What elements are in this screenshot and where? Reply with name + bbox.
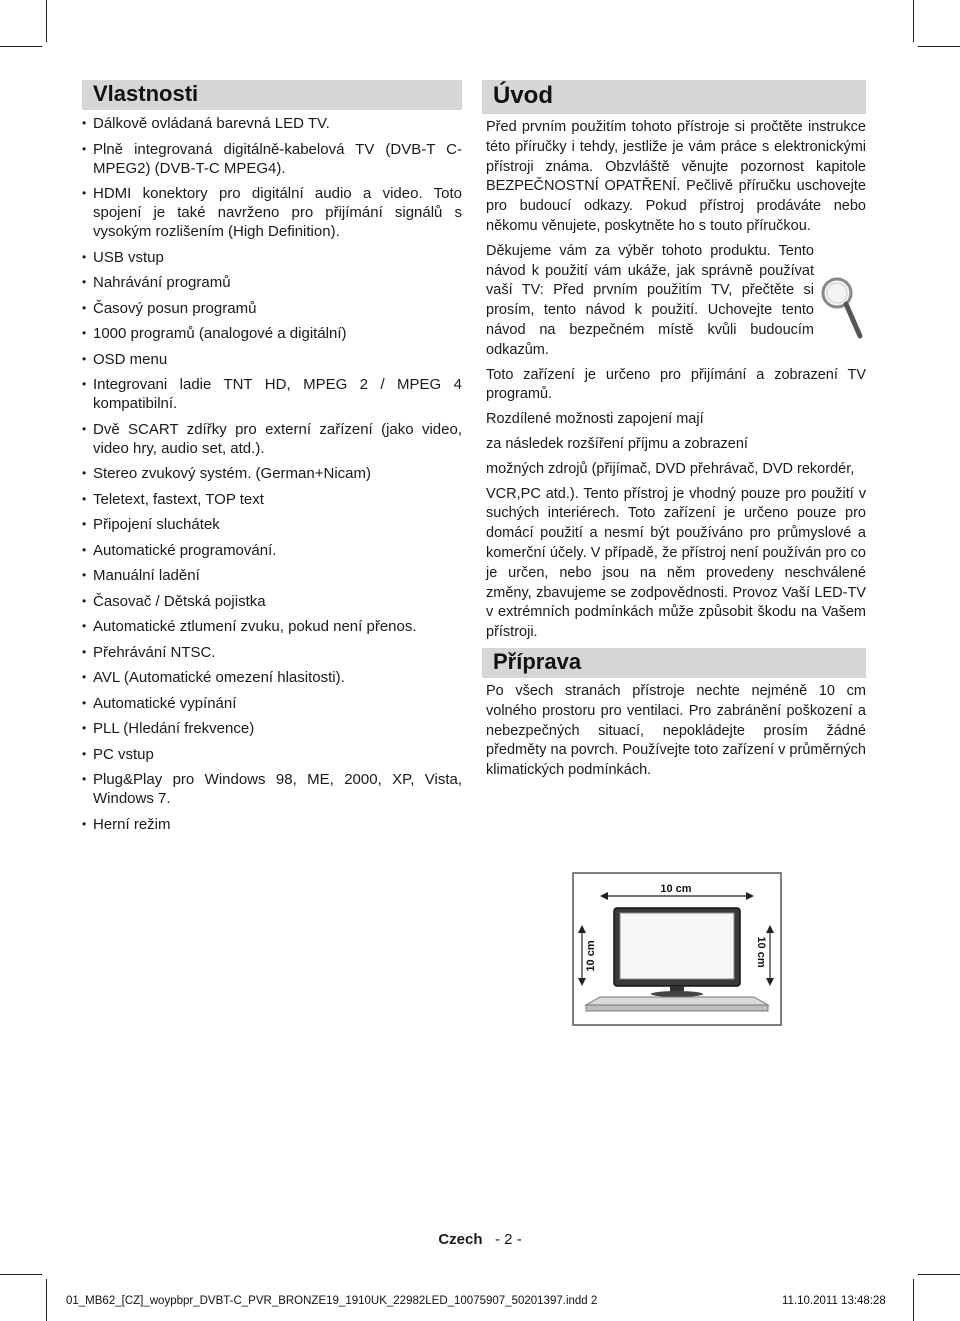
- feature-item: • Časovač / Dětská pojistka: [82, 592, 266, 610]
- feature-item: • Připojení sluchátek: [82, 516, 220, 533]
- crop-mark: [913, 1279, 914, 1321]
- feature-item: • Teletext, fastext, TOP text: [82, 490, 264, 508]
- feature-item: • Automatické ztlumení zvuku, pokud není přenos.: [82, 618, 417, 635]
- feature-item: • Plně integrovaná digitálně-kabelová TV (DVB-T C- MPEG2) (DVB-T-C MPEG4).: [82, 140, 462, 177]
- feature-item: • Automatické vypínání: [82, 694, 237, 712]
- bullet-icon: •: [82, 186, 87, 200]
- crop-mark: [46, 1279, 47, 1321]
- footer-language: Czech: [438, 1231, 483, 1248]
- feature-item: • Manuální ladění: [82, 567, 200, 584]
- bullet-icon: •: [82, 377, 87, 391]
- magnifier-icon: [818, 276, 864, 342]
- page-number: - 2 -: [495, 1231, 522, 1248]
- feature-item: • USB vstup: [82, 248, 164, 266]
- bullet-icon: •: [82, 421, 87, 436]
- bullet-icon: •: [82, 466, 87, 480]
- shelf-front: [586, 1005, 768, 1011]
- left-distance-label: 10 cm: [585, 940, 597, 972]
- intro-paragraph: Toto zařízení je určeno pro přijímání a zobrazení TV programů.: [486, 366, 866, 403]
- tv-stand: [651, 991, 703, 997]
- bullet-icon: •: [82, 670, 87, 684]
- crop-mark: [918, 46, 960, 47]
- bullet-icon: •: [82, 116, 87, 130]
- feature-item: • Stereo zvukový systém. (German+Nicam): [82, 465, 371, 482]
- crop-mark: [918, 1274, 960, 1275]
- bullet-icon: •: [82, 491, 87, 506]
- feature-item: • AVL (Automatické omezení hlasitosti).: [82, 669, 345, 686]
- intro-heading: Úvod: [482, 80, 866, 114]
- feature-item: • OSD menu: [82, 350, 168, 368]
- right-distance-label: 10 cm: [755, 936, 767, 968]
- bullet-icon: •: [82, 695, 87, 710]
- feature-item: • Přehrávání NTSC.: [82, 643, 216, 661]
- preparation-heading: Příprava: [482, 648, 866, 678]
- feature-item: • 1000 programů (analogové a digitální): [82, 325, 347, 342]
- shelf-top: [586, 997, 768, 1005]
- intro-paragraph: Před prvním použitím tohoto přístroje si pročtěte instrukce této příručky i tehdy, jestliže je vám práce s elektronickými přístroji známa. Obzvláště věnujte pozornost kapitole BEZPEČNOSTNÍ OPATŘENÍ. Pečlivě příručku uschovejte pro budoucí odkazy. Pokud přístroj prodáváte nebo někomu věnujete, poskytněte ho s touto příručkou.: [486, 119, 866, 234]
- bullet-icon: •: [82, 593, 87, 608]
- features-column: [82, 80, 462, 840]
- bullet-icon: •: [82, 644, 87, 659]
- crop-mark: [46, 0, 47, 42]
- crop-mark: [0, 46, 42, 47]
- intro-paragraph: Děkujeme vám za výběr tohoto produktu. Tento návod k použití vám ukáže, jak správně používat vaší TV: Před prvním použitím TV, přečtěte si prosím, tento návod k použití. Uchovejte tento návod na bezpečném místě kvůli budoucím odkazům.: [486, 242, 814, 358]
- crop-mark: [0, 1274, 42, 1275]
- crop-mark: [913, 0, 914, 42]
- slug-timestamp: 11.10.2011 13:48:28: [782, 1295, 886, 1307]
- intro-paragraph: VCR,PC atd.). Tento přístroj je vhodný pouze pro použití v suchých interiérech. Toto zařízení je určeno pouze pro domácí použití a nesmí být používáno pro průmyslové a komerční účely. V případě, že přístroj není používán pro co je určen, nebo jsou na něm provedeny neschválené změny, zbavujeme se zodpovědnosti. Provoz Vaší LED-TV v extrémních podmínkách může způsobit škodu na Vašem přístroji.: [486, 485, 866, 641]
- top-distance-label: 10 cm: [660, 883, 692, 895]
- features-heading: Vlastnosti: [82, 80, 462, 110]
- bullet-icon: •: [82, 351, 87, 366]
- ventilation-diagram: [572, 872, 782, 1026]
- feature-item: • Nahrávání programů: [82, 274, 231, 291]
- feature-item: • Integrovani ladie TNT HD, MPEG 2 / MPEG 4 kompatibilní.: [82, 376, 462, 412]
- feature-item: • PLL (Hledání frekvence): [82, 720, 255, 737]
- feature-item: • Plug&Play pro Windows 98, ME, 2000, XP, Vista, Windows 7.: [82, 771, 462, 807]
- slug-filename: 01_MB62_[CZ]_woypbpr_DVBT-C_PVR_BRONZE19_1910UK_22982LED_10075907_50201397.indd 2: [66, 1295, 598, 1307]
- bullet-icon: •: [82, 249, 87, 264]
- feature-item: • Dvě SCART zdířky pro externí zařízení (jako video, video hry, audio set, atd.).: [82, 420, 462, 457]
- bullet-icon: •: [82, 517, 87, 531]
- bullet-icon: •: [82, 568, 87, 582]
- bullet-icon: •: [82, 542, 87, 557]
- feature-item: • Časový posun programů: [82, 299, 257, 317]
- bullet-icon: •: [82, 326, 87, 340]
- intro-paragraph: možných zdrojů (přijímač, DVD přehrávač, DVD rekordér,: [486, 460, 855, 477]
- intro-paragraph: Rozdílené možnosti zapojení mají: [486, 411, 704, 428]
- bullet-icon: •: [82, 300, 87, 315]
- feature-item: • PC vstup: [82, 745, 154, 763]
- bullet-icon: •: [82, 141, 87, 156]
- preparation-paragraph: Po všech stranách přístroje nechte nejméně 10 cm volného prostoru pro ventilaci. Pro zabránění poškození a nebezpečných situací, nepokládejte prosím žádné předměty na povrch. Používejte toto zařízení v průměrných klimatických podmínkách.: [486, 682, 866, 779]
- intro-paragraph: za následek rozšíření příjmu a zobrazení: [486, 435, 748, 452]
- tv-screen: [620, 913, 734, 979]
- bullet-icon: •: [82, 772, 87, 786]
- feature-item: • Dálkově ovládaná barevná LED TV.: [82, 115, 330, 132]
- bullet-icon: •: [82, 816, 87, 831]
- bullet-icon: •: [82, 721, 87, 735]
- page-footer: [0, 1231, 960, 1248]
- feature-item: • Herní režim: [82, 815, 171, 833]
- features-list: [82, 114, 462, 834]
- bullet-icon: •: [82, 746, 87, 761]
- intro-column: [482, 80, 866, 786]
- bullet-icon: •: [82, 275, 87, 289]
- feature-item: • Automatické programování.: [82, 541, 277, 559]
- feature-item: • HDMI konektory pro digitální audio a video. Toto spojení je také navrženo pro přijímání signálů s vysokým rozlišením (High Definition).: [82, 185, 462, 240]
- bullet-icon: •: [82, 619, 87, 633]
